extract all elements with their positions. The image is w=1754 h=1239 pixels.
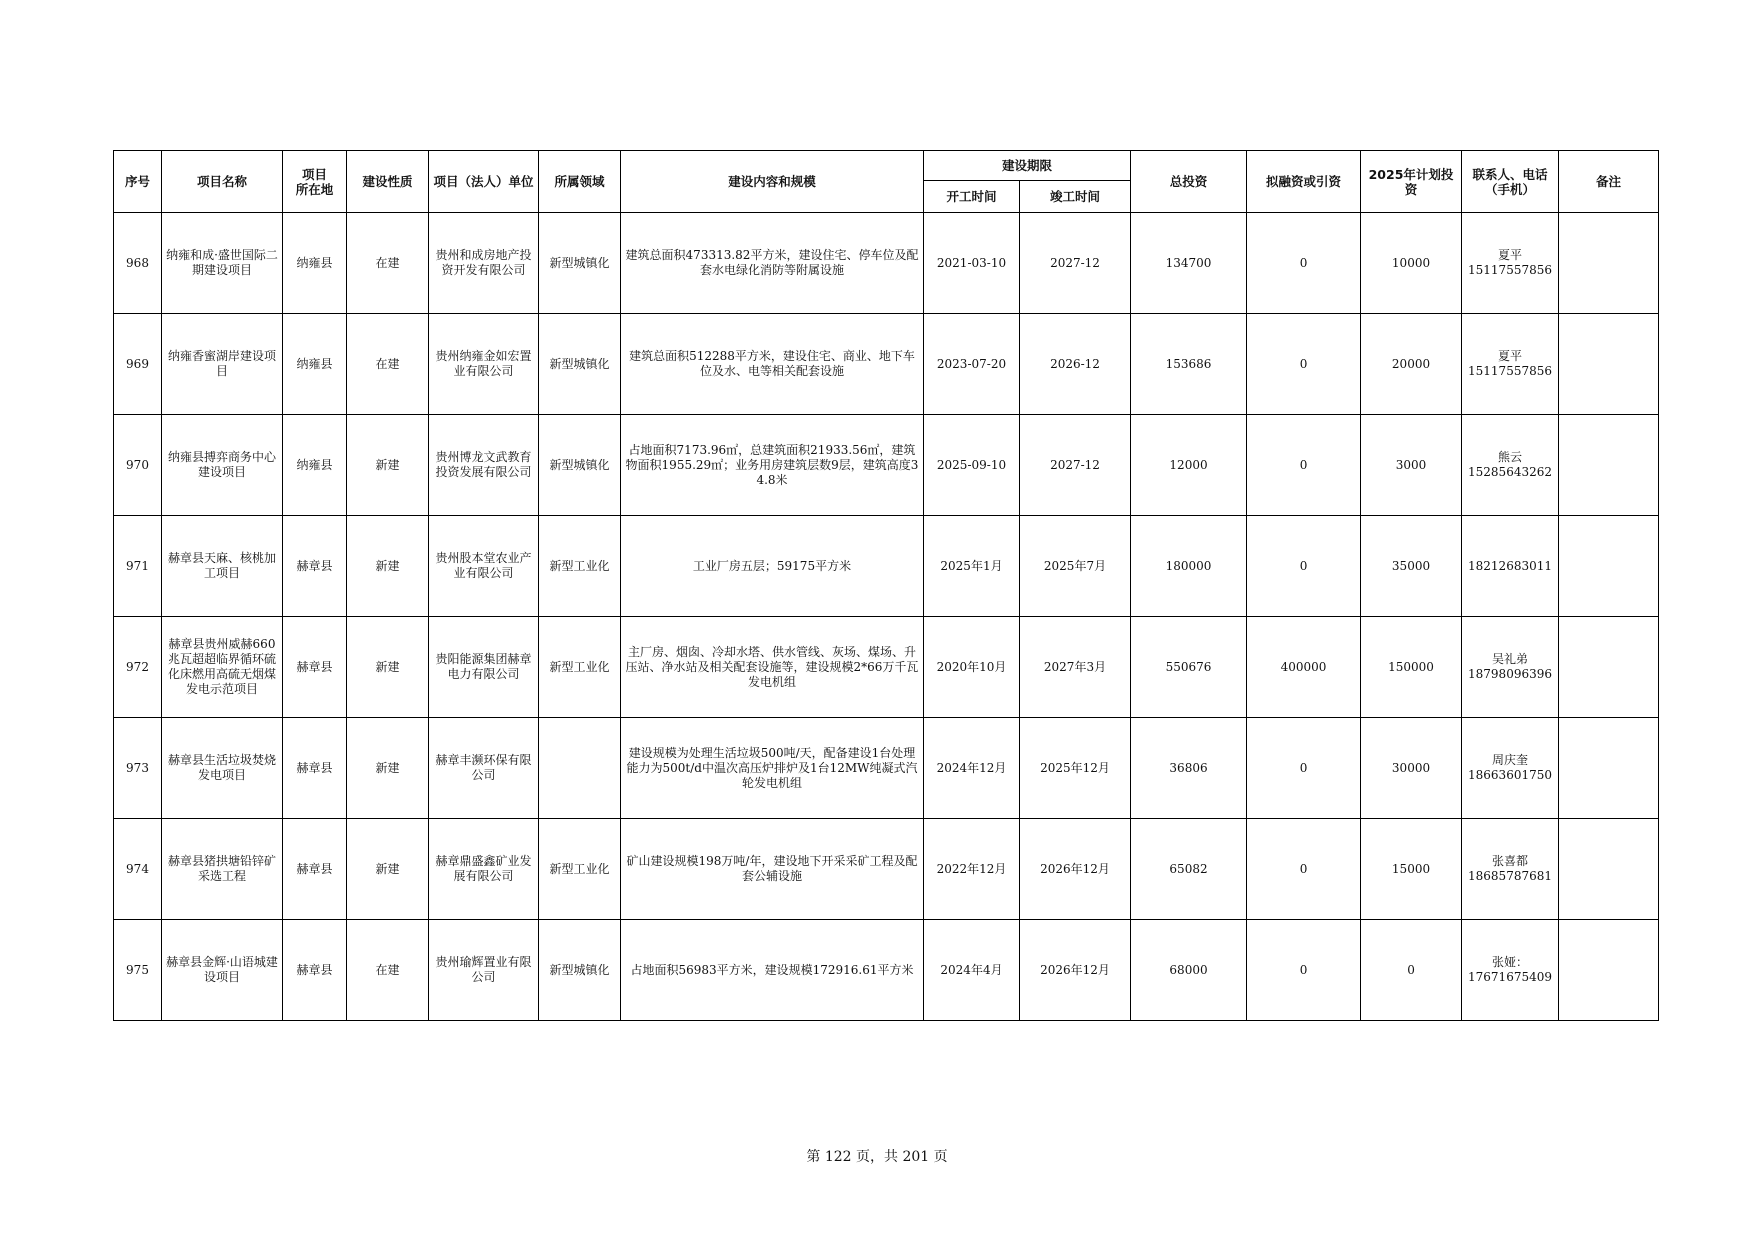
contact-phone: 18663601750 (1468, 768, 1552, 782)
cell-nature: 新建 (347, 516, 429, 617)
cell-plan2025: 20000 (1361, 314, 1462, 415)
cell-start: 2020年10月 (924, 617, 1020, 718)
cell-content: 建筑总面积473313.82平方米，建设住宅、停车位及配套水电绿化消防等附属设施 (621, 213, 924, 314)
cell-seq: 973 (114, 718, 162, 819)
cell-contact (1462, 819, 1559, 920)
cell-seq: 968 (114, 213, 162, 314)
table-row (114, 617, 1659, 718)
cell-nature: 在建 (347, 213, 429, 314)
cell-start: 2023-07-20 (924, 314, 1020, 415)
cell-plan2025: 30000 (1361, 718, 1462, 819)
cell-name: 纳雍和成·盛世国际二期建设项目 (162, 213, 283, 314)
cell-remark (1559, 516, 1659, 617)
cell-seq: 970 (114, 415, 162, 516)
header-name: 项目名称 (162, 151, 283, 213)
cell-owner: 贵州博龙文武教育投资发展有限公司 (429, 415, 539, 516)
cell-name: 纳雍香蜜湖岸建设项目 (162, 314, 283, 415)
header-total: 总投资 (1131, 151, 1247, 213)
cell-nature: 新建 (347, 819, 429, 920)
cell-end: 2027-12 (1020, 213, 1131, 314)
cell-start: 2024年12月 (924, 718, 1020, 819)
cell-contact (1462, 213, 1559, 314)
cell-seq: 972 (114, 617, 162, 718)
cell-contact (1462, 718, 1559, 819)
table-row (114, 415, 1659, 516)
cell-remark (1559, 213, 1659, 314)
cell-remark (1559, 314, 1659, 415)
contact-name: 周庆奎 (1492, 753, 1529, 767)
cell-nature: 新建 (347, 617, 429, 718)
cell-start: 2021-03-10 (924, 213, 1020, 314)
cell-end: 2025年7月 (1020, 516, 1131, 617)
cell-owner: 贵阳能源集团赫章电力有限公司 (429, 617, 539, 718)
contact-phone: 18798096396 (1468, 667, 1552, 681)
table-row (114, 920, 1659, 1021)
cell-name: 赫章县贵州威赫660兆瓦超超临界循环硫化床燃用高硫无烟煤发电示范项目 (162, 617, 283, 718)
table-header (114, 151, 1659, 213)
cell-name: 纳雍县搏弈商务中心建设项目 (162, 415, 283, 516)
cell-contact (1462, 314, 1559, 415)
cell-field: 新型城镇化 (539, 415, 621, 516)
contact-phone: 15117557856 (1468, 364, 1552, 378)
cell-end: 2026-12 (1020, 314, 1131, 415)
cell-remark (1559, 920, 1659, 1021)
cell-end: 2027年3月 (1020, 617, 1131, 718)
cell-financing: 0 (1247, 213, 1361, 314)
cell-plan2025: 0 (1361, 920, 1462, 1021)
cell-contact (1462, 415, 1559, 516)
cell-contact (1462, 617, 1559, 718)
cell-owner: 贵州股本堂农业产业有限公司 (429, 516, 539, 617)
cell-end: 2027-12 (1020, 415, 1131, 516)
contact-name: 张喜都 (1492, 854, 1529, 868)
cell-total: 134700 (1131, 213, 1247, 314)
cell-nature: 在建 (347, 920, 429, 1021)
cell-seq: 974 (114, 819, 162, 920)
cell-field: 新型工业化 (539, 819, 621, 920)
cell-financing: 0 (1247, 415, 1361, 516)
table-row (114, 516, 1659, 617)
cell-plan2025: 35000 (1361, 516, 1462, 617)
cell-end: 2025年12月 (1020, 718, 1131, 819)
cell-start: 2022年12月 (924, 819, 1020, 920)
cell-location: 赫章县 (283, 819, 347, 920)
cell-seq: 971 (114, 516, 162, 617)
header-nature: 建设性质 (347, 151, 429, 213)
header-location: 项目 所在地 (283, 151, 347, 213)
cell-field: 新型城镇化 (539, 314, 621, 415)
cell-contact (1462, 516, 1559, 617)
cell-owner: 贵州纳雍金如宏置业有限公司 (429, 314, 539, 415)
cell-content: 建筑总面积512288平方米，建设住宅、商业、地下车位及水、电等相关配套设施 (621, 314, 924, 415)
header-field: 所属领域 (539, 151, 621, 213)
cell-financing: 0 (1247, 819, 1361, 920)
cell-owner: 贵州瑜辉置业有限公司 (429, 920, 539, 1021)
cell-field (539, 718, 621, 819)
cell-total: 153686 (1131, 314, 1247, 415)
cell-remark (1559, 819, 1659, 920)
cell-owner: 贵州和成房地产投资开发有限公司 (429, 213, 539, 314)
project-table (113, 150, 1659, 1021)
cell-start: 2025-09-10 (924, 415, 1020, 516)
cell-name: 赫章县猪拱塘铅锌矿采选工程 (162, 819, 283, 920)
cell-end: 2026年12月 (1020, 920, 1131, 1021)
cell-remark (1559, 617, 1659, 718)
table-row (114, 213, 1659, 314)
cell-financing: 0 (1247, 718, 1361, 819)
contact-phone: 15117557856 (1468, 263, 1552, 277)
table-row (114, 819, 1659, 920)
cell-financing: 0 (1247, 920, 1361, 1021)
cell-location: 赫章县 (283, 516, 347, 617)
header-contact: 联系人、电话（手机） (1462, 151, 1559, 213)
cell-financing: 0 (1247, 516, 1361, 617)
cell-plan2025: 3000 (1361, 415, 1462, 516)
table-body (114, 213, 1659, 1021)
contact-name: 熊云 (1498, 450, 1523, 464)
cell-name: 赫章县天麻、核桃加工项目 (162, 516, 283, 617)
cell-total: 12000 (1131, 415, 1247, 516)
cell-remark (1559, 415, 1659, 516)
cell-field: 新型城镇化 (539, 920, 621, 1021)
cell-start: 2024年4月 (924, 920, 1020, 1021)
cell-seq: 969 (114, 314, 162, 415)
header-period: 建设期限 (924, 151, 1131, 181)
header-owner: 项目（法人）单位 (429, 151, 539, 213)
header-remark: 备注 (1559, 151, 1659, 213)
cell-total: 180000 (1131, 516, 1247, 617)
cell-plan2025: 15000 (1361, 819, 1462, 920)
header-seq: 序号 (114, 151, 162, 213)
header-end: 竣工时间 (1020, 181, 1131, 213)
contact-name: 吴礼弟 (1492, 652, 1529, 666)
cell-owner: 赫章丰濒环保有限公司 (429, 718, 539, 819)
cell-location: 赫章县 (283, 718, 347, 819)
cell-location: 赫章县 (283, 920, 347, 1021)
cell-location: 纳雍县 (283, 415, 347, 516)
cell-location: 赫章县 (283, 617, 347, 718)
cell-content: 主厂房、烟囱、冷却水塔、供水管线、灰场、煤场、升压站、净水站及相关配套设施等，建设规模2*66万千瓦发电机组 (621, 617, 924, 718)
cell-nature: 在建 (347, 314, 429, 415)
cell-content: 占地面积56983平方米，建设规模172916.61平方米 (621, 920, 924, 1021)
cell-financing: 0 (1247, 314, 1361, 415)
header-plan2025: 2025年计划投资 (1361, 151, 1462, 213)
cell-field: 新型工业化 (539, 617, 621, 718)
cell-seq: 975 (114, 920, 162, 1021)
header-start: 开工时间 (924, 181, 1020, 213)
contact-name: 夏平 (1498, 248, 1523, 262)
table-row (114, 718, 1659, 819)
cell-plan2025: 10000 (1361, 213, 1462, 314)
cell-financing: 400000 (1247, 617, 1361, 718)
table-row (114, 314, 1659, 415)
cell-plan2025: 150000 (1361, 617, 1462, 718)
cell-total: 65082 (1131, 819, 1247, 920)
contact-phone: 18212683011 (1468, 558, 1552, 573)
cell-total: 68000 (1131, 920, 1247, 1021)
cell-name: 赫章县金辉·山语城建设项目 (162, 920, 283, 1021)
cell-content: 占地面积7173.96㎡，总建筑面积21933.56㎡，建筑物面积1955.29㎡；业务用房建筑层数9层，建筑高度34.8米 (621, 415, 924, 516)
page-footer: 第 122 页，共 201 页 (806, 1149, 948, 1165)
contact-phone: 18685787681 (1468, 869, 1552, 883)
cell-nature: 新建 (347, 415, 429, 516)
contact-phone: 17671675409 (1468, 970, 1552, 984)
cell-contact (1462, 920, 1559, 1021)
cell-field: 新型工业化 (539, 516, 621, 617)
cell-total: 36806 (1131, 718, 1247, 819)
cell-location: 纳雍县 (283, 213, 347, 314)
header-financing: 拟融资或引资 (1247, 151, 1361, 213)
contact-name: 夏平 (1498, 349, 1523, 363)
cell-location: 纳雍县 (283, 314, 347, 415)
cell-field: 新型城镇化 (539, 213, 621, 314)
contact-name: 张娅： (1492, 955, 1529, 969)
cell-content: 建设规模为处理生活垃圾500吨/天，配备建设1台处理能力为500t/d中温次高压炉排炉及1台12MW纯凝式汽轮发电机组 (621, 718, 924, 819)
cell-nature: 新建 (347, 718, 429, 819)
header-content: 建设内容和规模 (621, 151, 924, 213)
cell-content: 工业厂房五层；59175平方米 (621, 516, 924, 617)
cell-content: 矿山建设规模198万吨/年，建设地下开采采矿工程及配套公辅设施 (621, 819, 924, 920)
cell-end: 2026年12月 (1020, 819, 1131, 920)
cell-remark (1559, 718, 1659, 819)
cell-start: 2025年1月 (924, 516, 1020, 617)
contact-phone: 15285643262 (1468, 465, 1552, 479)
cell-name: 赫章县生活垃圾焚烧发电项目 (162, 718, 283, 819)
cell-owner: 赫章鼎盛鑫矿业发展有限公司 (429, 819, 539, 920)
cell-total: 550676 (1131, 617, 1247, 718)
